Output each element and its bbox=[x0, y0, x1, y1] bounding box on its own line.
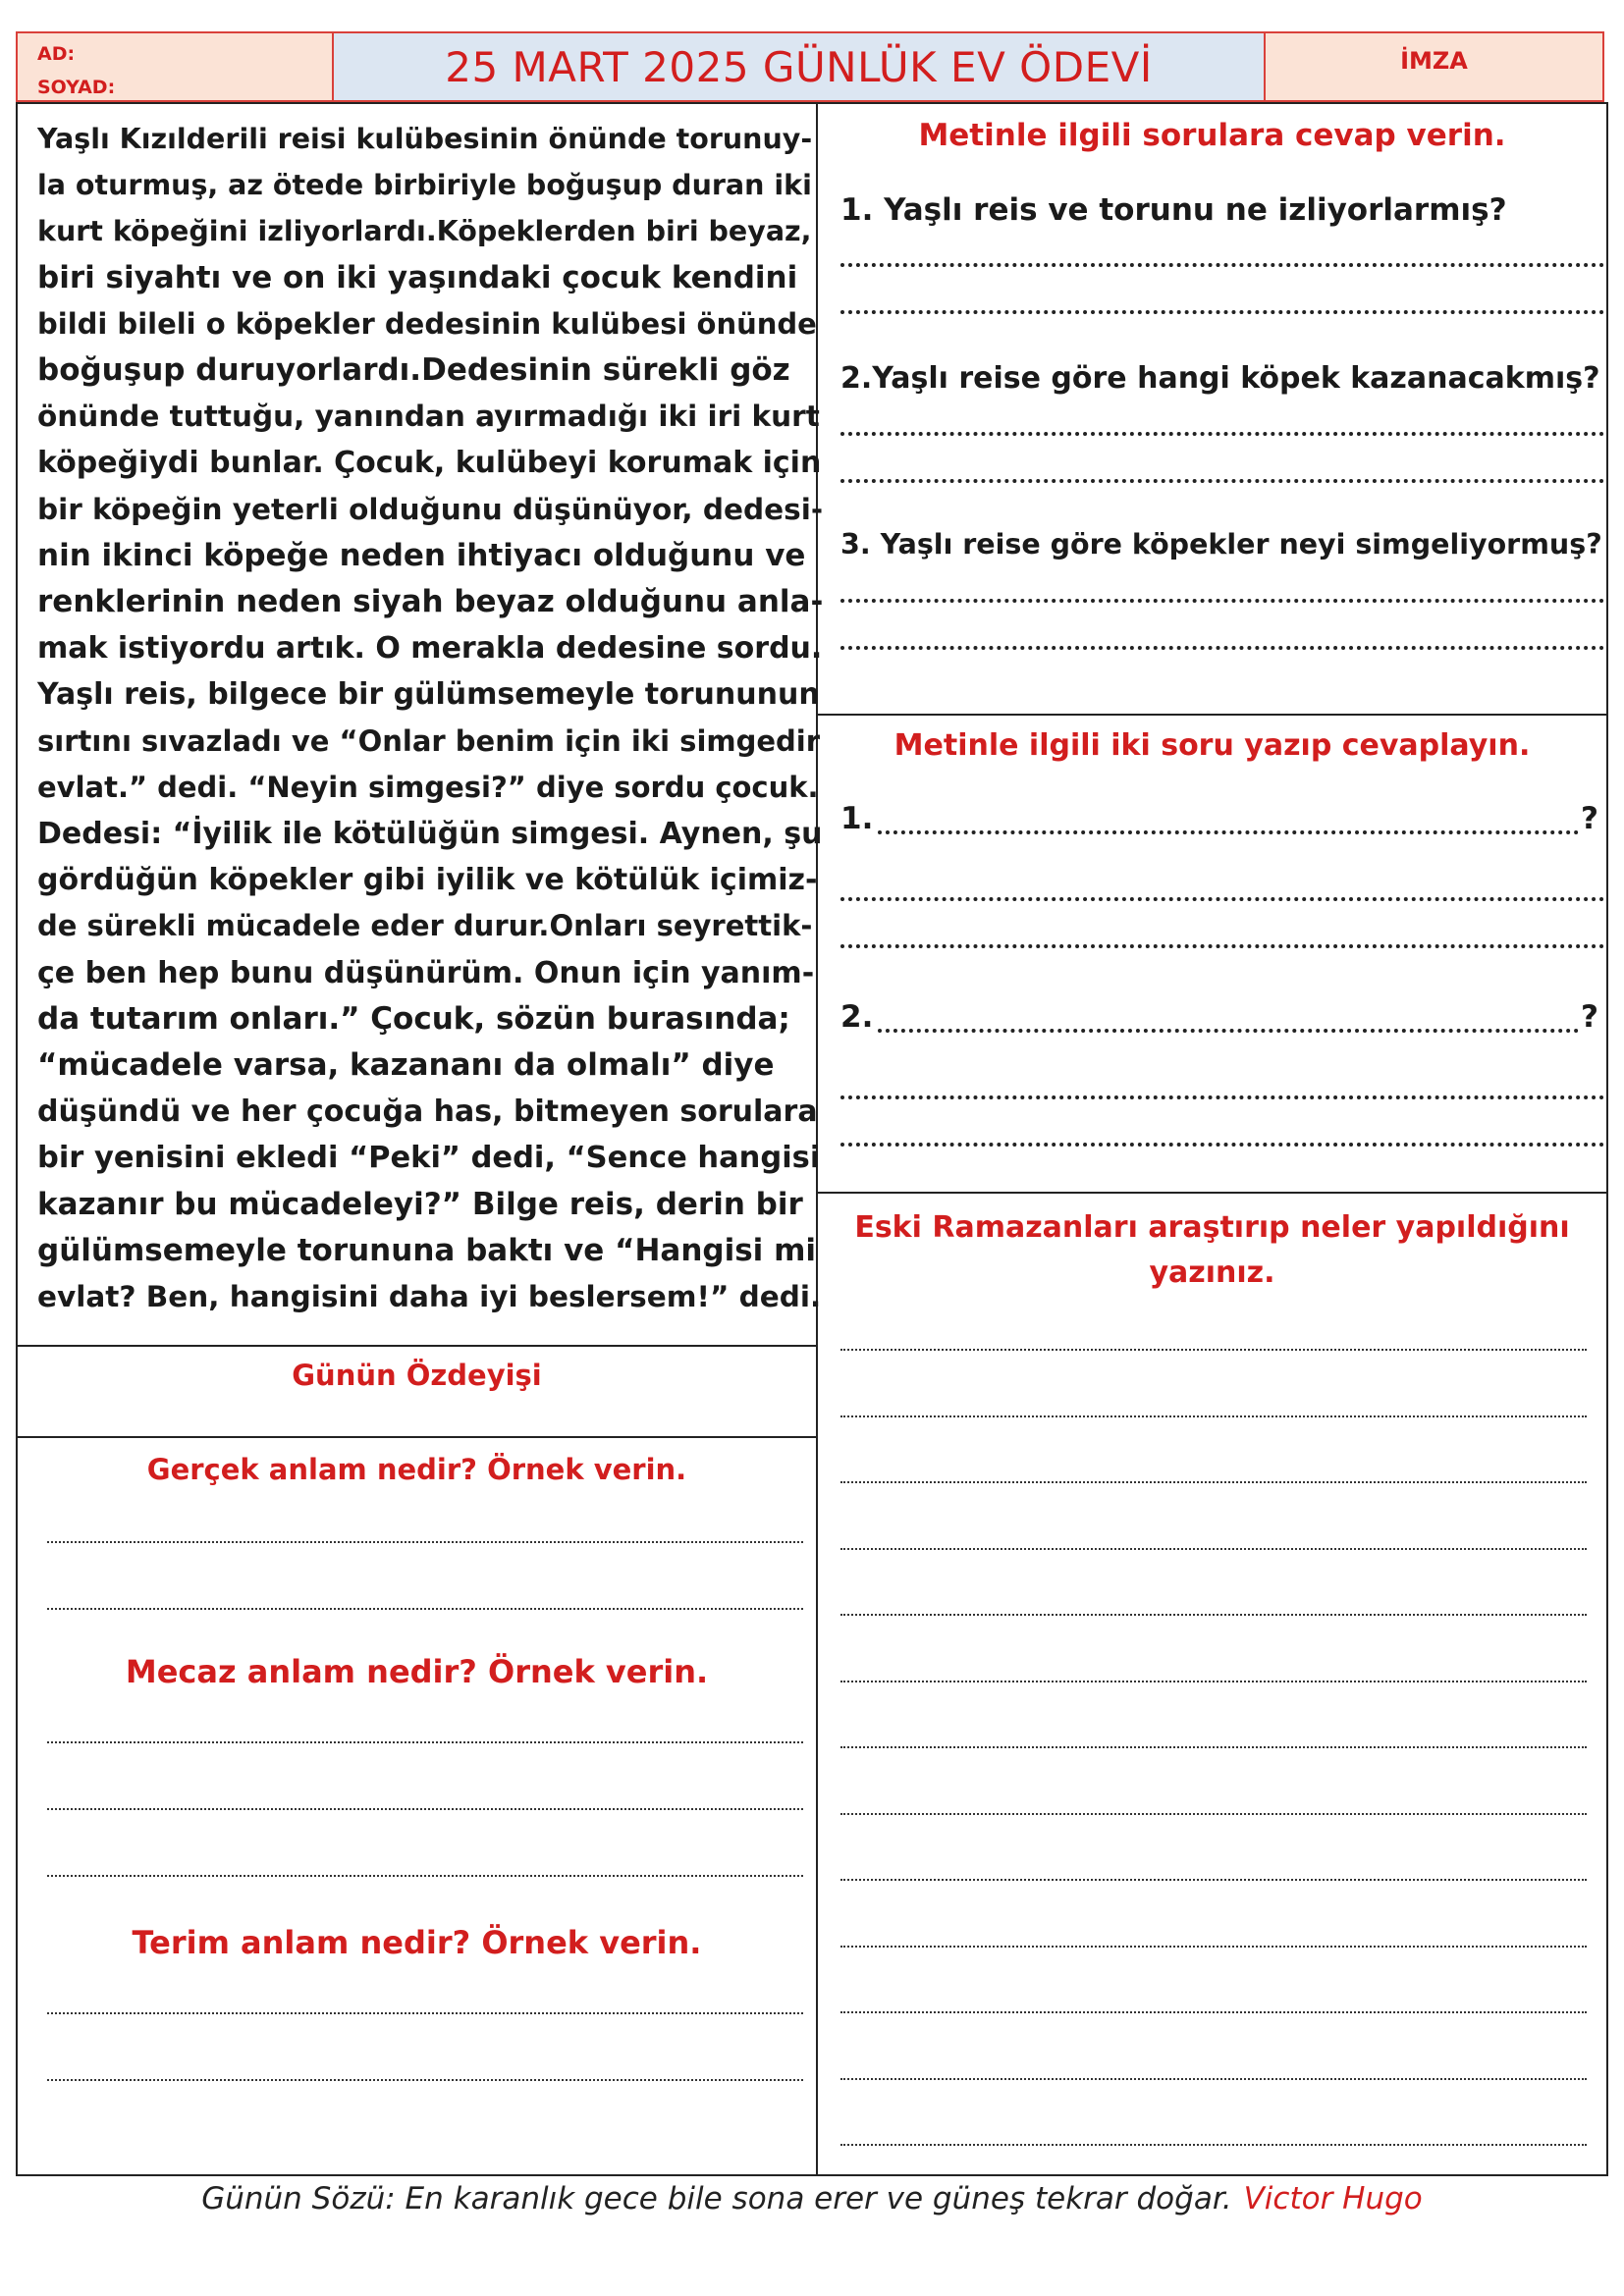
story-text bbox=[37, 116, 823, 1320]
page-title: 25 MART 2025 GÜNLÜK EV ÖDEVİ bbox=[445, 42, 1153, 91]
figurative-answer-line[interactable] bbox=[47, 1875, 803, 1877]
ramadan-answer-line[interactable] bbox=[840, 2078, 1587, 2080]
divider-questions-own bbox=[816, 714, 1606, 716]
story-line: Yaşlı Kızılderili reisi kulübesinin önünde torunuy- bbox=[37, 123, 813, 155]
answer-line[interactable] bbox=[840, 599, 1604, 603]
ramadan-title-line-2: yazınız. bbox=[1149, 1255, 1275, 1290]
story-line: de sürekli mücadele eder durur.Onları seyrettik- bbox=[37, 909, 813, 943]
story-line: kurt köpeğini izliyorlardı.Köpeklerden biri beyaz, bbox=[37, 215, 812, 248]
quote-of-the-day bbox=[0, 2181, 1624, 2216]
story-line: Yaşlı reis, bilgece bir gülümsemeyle torununun bbox=[37, 677, 820, 713]
story-line: sırtını sıvazladı ve “Onlar benim için iki simgedir bbox=[37, 723, 821, 758]
story-line: gördüğün köpekler gibi iyilik ve kötülük içimiz- bbox=[37, 863, 818, 898]
story-line: Dedesi: “İyilik ile kötülüğün simgesi. Aynen, şu bbox=[37, 817, 823, 852]
answer-line[interactable] bbox=[840, 479, 1604, 483]
answer-line[interactable] bbox=[840, 263, 1604, 267]
ramadan-answer-line[interactable] bbox=[840, 1349, 1587, 1351]
story-line: bir köpeğin yeterli olduğunu düşünüyor, dedesi- bbox=[37, 492, 824, 526]
question-mark: ? bbox=[1581, 999, 1598, 1035]
story-line: bir yenisini ekledi “Peki” dedi, “Sence hangisi bbox=[37, 1141, 821, 1176]
ramadan-title-line-1: Eski Ramazanları araştırıp neler yapıldığını bbox=[854, 1210, 1570, 1245]
literal-answer-line[interactable] bbox=[47, 1608, 803, 1610]
answer-line[interactable] bbox=[840, 310, 1604, 314]
ramadan-title bbox=[818, 1205, 1606, 1296]
own-answer-line[interactable] bbox=[840, 944, 1604, 948]
quote-author: Victor Hugo bbox=[1243, 2181, 1423, 2216]
term-answer-line[interactable] bbox=[47, 2079, 803, 2081]
story-line: evlat? Ben, hangisini daha iyi beslersem!” dedi. bbox=[37, 1280, 822, 1314]
story-line: kazanır bu mücadeleyi?” Bilge reis, derin bir bbox=[37, 1186, 803, 1222]
story-line: önünde tuttuğu, yanından ayırmadığı iki iri kurt bbox=[37, 400, 820, 434]
name-surname-box[interactable] bbox=[16, 31, 334, 102]
term-answer-line[interactable] bbox=[47, 2012, 803, 2014]
own-question-2-line[interactable] bbox=[878, 1029, 1579, 1033]
surname-label: SOYAD: bbox=[37, 77, 116, 98]
story-line: la oturmuş, az ötede birbiriyle boğuşup duran iki bbox=[37, 169, 812, 202]
ramadan-answer-line[interactable] bbox=[840, 1415, 1587, 1417]
ramadan-answer-line[interactable] bbox=[840, 1481, 1587, 1483]
worksheet-header bbox=[16, 31, 1604, 102]
story-line: çe ben hep bunu düşünürüm. Onun için yanım- bbox=[37, 955, 815, 990]
ramadan-answer-line[interactable] bbox=[840, 1813, 1587, 1815]
divider-motto-meaning bbox=[18, 1436, 816, 1438]
ramadan-answer-line[interactable] bbox=[840, 1548, 1587, 1550]
story-line: renklerinin neden siyah beyaz olduğunu anla- bbox=[37, 584, 824, 620]
figurative-answer-line[interactable] bbox=[47, 1808, 803, 1810]
question-2: 2.Yaşlı reise göre hangi köpek kazanacakmış? bbox=[840, 361, 1600, 396]
answer-line[interactable] bbox=[840, 646, 1604, 650]
term-meaning-title: Terim anlam nedir? Örnek verin. bbox=[132, 1924, 702, 1961]
worksheet-frame bbox=[16, 102, 1608, 2176]
story-line: gülümsemeyle torununa baktı ve “Hangisi mi bbox=[37, 1232, 817, 1268]
questions-title: Metinle ilgili sorulara cevap verin. bbox=[918, 118, 1506, 153]
story-line: nin ikinci köpeğe neden ihtiyacı olduğunu ve bbox=[37, 537, 806, 573]
story-line: boğuşup duruyorlardı.Dedesinin sürekli göz bbox=[37, 352, 790, 389]
name-label: AD: bbox=[37, 43, 76, 65]
own-answer-line[interactable] bbox=[840, 897, 1604, 901]
own-questions-title: Metinle ilgili iki soru yazıp cevaplayın. bbox=[893, 728, 1531, 763]
ramadan-answer-line[interactable] bbox=[840, 1614, 1587, 1616]
story-line: biri siyahtı ve on iki yaşındaki çocuk kendini bbox=[37, 259, 798, 295]
signature-label: İMZA bbox=[1400, 47, 1468, 75]
own-question-1-number: 1. bbox=[840, 801, 874, 836]
ramadan-answer-line[interactable] bbox=[840, 1946, 1587, 1948]
story-line: bildi bileli o köpekler dedesinin kulübesi önünde bbox=[37, 306, 817, 341]
ramadan-answer-line[interactable] bbox=[840, 1879, 1587, 1881]
own-answer-line[interactable] bbox=[840, 1095, 1604, 1099]
quote-text: Günün Sözü: En karanlık gece bile sona erer ve güneş tekrar doğar. bbox=[201, 2181, 1232, 2216]
motto-title: Günün Özdeyişi bbox=[292, 1359, 542, 1392]
own-answer-line[interactable] bbox=[840, 1143, 1604, 1147]
ramadan-answer-line[interactable] bbox=[840, 2144, 1587, 2146]
literal-answer-line[interactable] bbox=[47, 1541, 803, 1543]
story-line: da tutarım onları.” Çocuk, sözün burasında; bbox=[37, 1000, 790, 1037]
story-line: köpeğiydi bunlar. Çocuk, kulübeyi korumak için bbox=[37, 446, 822, 481]
story-line: “mücadele varsa, kazananı da olmalı” diye bbox=[37, 1047, 775, 1084]
divider-own-ramadan bbox=[816, 1192, 1606, 1194]
signature-box[interactable] bbox=[1264, 31, 1604, 102]
story-line: evlat.” dedi. “Neyin simgesi?” diye sordu çocuk. bbox=[37, 770, 819, 804]
question-mark: ? bbox=[1581, 801, 1598, 836]
figurative-meaning-title: Mecaz anlam nedir? Örnek verin. bbox=[125, 1653, 709, 1690]
own-question-1-line[interactable] bbox=[878, 830, 1579, 834]
story-line: düşündü ve her çocuğa has, bitmeyen sorulara bbox=[37, 1095, 818, 1130]
literal-meaning-title: Gerçek anlam nedir? Örnek verin. bbox=[146, 1453, 687, 1486]
answer-line[interactable] bbox=[840, 432, 1604, 436]
divider-story-motto bbox=[18, 1345, 816, 1347]
ramadan-answer-line[interactable] bbox=[840, 2011, 1587, 2013]
question-1: 1. Yaşlı reis ve torunu ne izliyorlarmış? bbox=[840, 192, 1507, 228]
title-box bbox=[334, 31, 1264, 102]
figurative-answer-line[interactable] bbox=[47, 1741, 803, 1743]
ramadan-answer-line[interactable] bbox=[840, 1681, 1587, 1682]
own-question-2-number: 2. bbox=[840, 999, 874, 1035]
question-3: 3. Yaşlı reise göre köpekler neyi simgeliyormuş? bbox=[840, 528, 1602, 561]
story-line: mak istiyordu artık. O merakla dedesine sordu. bbox=[37, 631, 823, 667]
ramadan-answer-line[interactable] bbox=[840, 1746, 1587, 1748]
